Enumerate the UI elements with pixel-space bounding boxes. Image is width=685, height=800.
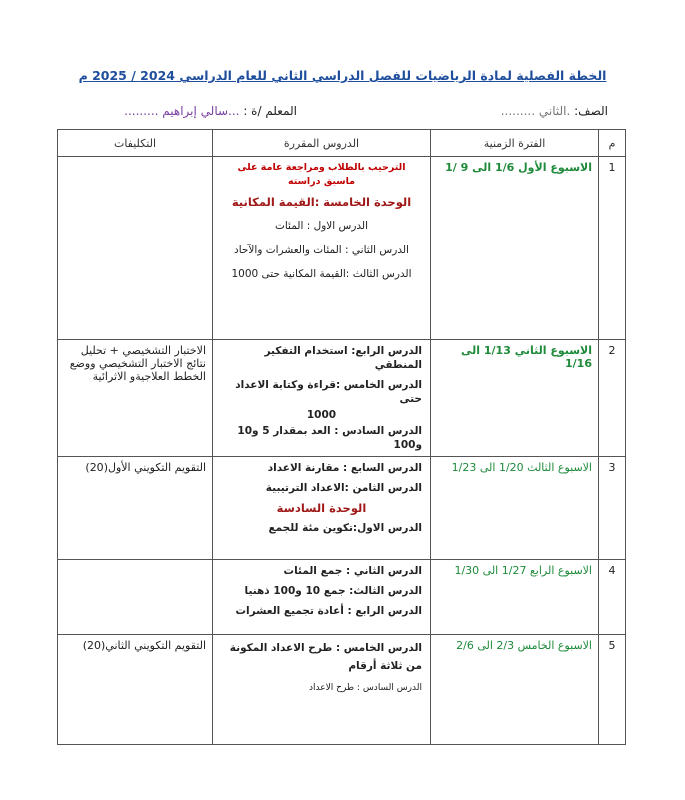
row-lessons <box>213 560 431 635</box>
lesson-line: الترحيب بالطلاب ومراجعة عامة على ماسبق دراسته <box>237 162 406 187</box>
row-num: 5 <box>599 635 626 745</box>
page-title: الخطة الفصلية لمادة الرياضيات للفصل الدراسي الثاني للعام الدراسي 2024 / 2025 م <box>78 68 607 83</box>
lesson-line: الدرس الرابع : أعادة تجميع العشرات <box>235 605 422 617</box>
lesson-line: الدرس الرابع: استخدام التفكير المنطقي <box>264 345 422 371</box>
teacher-field <box>124 104 297 124</box>
row-lessons <box>213 157 431 340</box>
table-row <box>58 560 626 635</box>
row-tasks <box>58 560 213 635</box>
row-lessons <box>213 635 431 745</box>
row-period: الاسبوع الثاني 1/13 الى 1/16 <box>431 340 599 457</box>
row-period: الاسبوع الرابع 1/27 الى 1/30 <box>431 560 599 635</box>
row-tasks: التقويم التكويني الأول(20) <box>58 457 213 560</box>
row-tasks <box>58 157 213 340</box>
row-period: الاسبوع الخامس 2/3 الى 2/6 <box>431 635 599 745</box>
table-row <box>58 340 626 457</box>
lesson-line: الدرس الخامس :قراءة وكتابة الاعداد حتى <box>235 379 422 405</box>
header-period: الفترة الزمنية <box>431 130 599 157</box>
lesson-line: الدرس الثالث: جمع 10 و100 ذهنيا <box>244 585 422 597</box>
class-field <box>501 104 608 124</box>
lesson-line: الدرس الثامن :الاعداد الترتيبية <box>265 482 422 494</box>
unit-heading: الوحدة السادسة <box>276 501 367 515</box>
row-num: 1 <box>599 157 626 340</box>
teacher-value: ...سالي إبراهيم ......... <box>124 104 240 118</box>
lesson-line: الدرس الاول:تكوين مئة للجمع <box>268 522 422 534</box>
table-row <box>58 157 626 340</box>
row-period: الاسبوع الأول 1/6 الى 9 /1 <box>431 157 599 340</box>
lesson-line: الدرس السابع : مقارنة الاعداد <box>267 462 422 474</box>
lesson-line: الدرس الثالث :القيمة المكانية حتى 1000 <box>231 268 412 280</box>
row-lessons <box>213 340 431 457</box>
table-row <box>58 635 626 745</box>
row-num: 2 <box>599 340 626 457</box>
row-tasks: الاختبار التشخيصي + تحليل نتائج الاختبار التشخيصي ووضع الخطط العلاجيةو الاثرائية <box>58 340 213 457</box>
row-period: الاسبوع الثالث 1/20 الى 1/23 <box>431 457 599 560</box>
lesson-line: الدرس السادس : طرح الاعداد <box>309 683 422 693</box>
row-tasks: التقويم التكويني الثاني(20) <box>58 635 213 745</box>
teacher-label: المعلم /ة : <box>243 104 297 118</box>
lesson-line: الدرس السادس : العد بمقدار 5 و10 و100 <box>237 425 422 451</box>
header-lessons: الدروس المقررة <box>213 130 431 157</box>
table-header-row <box>58 130 626 157</box>
unit-heading: الوحدة الخامسة :القيمة المكانية <box>231 195 412 209</box>
table-row <box>58 457 626 560</box>
lesson-line: الدرس الاول : المئات <box>274 220 369 232</box>
lesson-line: الدرس الثاني : المئات والعشرات والآحاد <box>234 244 409 256</box>
row-num: 4 <box>599 560 626 635</box>
header-tasks: التكليفات <box>58 130 213 157</box>
lesson-line: 1000 <box>306 409 337 421</box>
class-value: .الثاني ......... <box>500 104 571 118</box>
row-num: 3 <box>599 457 626 560</box>
lesson-line: الدرس الخامس : طرح الاعداد المكونة من ثلاثة أرقام <box>229 642 422 672</box>
lesson-line: الدرس الثاني : جمع المئات <box>283 565 422 577</box>
row-lessons <box>213 457 431 560</box>
class-label: الصف: <box>574 104 608 118</box>
header-num: م <box>599 130 626 157</box>
plan-table <box>57 129 626 745</box>
